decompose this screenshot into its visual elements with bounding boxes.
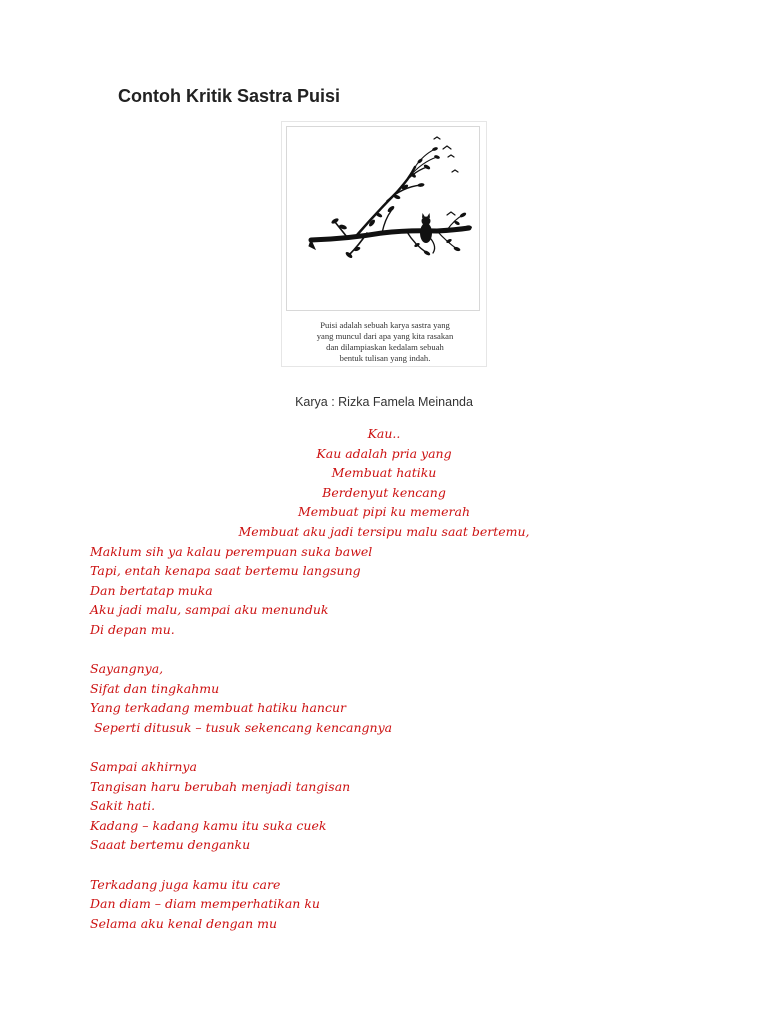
caption-line: Puisi adalah sebuah karya sastra yang [320,320,450,330]
poem-line: Membuat hatiku [331,465,437,481]
stanza-break [0,855,768,875]
poem-line: Tangisan haru berubah menjadi tangisan [90,778,351,794]
stanza-break [0,738,768,758]
poem-line: Seperti ditusuk – tusuk sekencang kencangnya [90,719,393,735]
tree-branch-cat-icon [287,127,481,312]
poem-line: Tapi, entah kenapa saat bertemu langsung [90,563,361,579]
caption-line: yang muncul dari apa yang kita rasakan [316,331,454,341]
poem-line: Kau adalah pria yang [316,445,452,461]
poem-line: Aku jadi malu, sampai aku menunduk [90,602,329,618]
caption-line: bentuk tulisan yang indah. [339,353,431,363]
poem-line: Kadang – kadang kamu itu suka cuek [90,817,327,833]
poem-line: Sakit hati. [90,798,156,814]
poem-line: Yang terkadang membuat hatiku hancur [90,700,346,716]
author-line: Karya : Rizka Famela Meinanda [295,395,473,409]
figure-card [281,121,487,367]
poem-line: Terkadang juga kamu itu care [90,876,281,892]
poem-line: Saaat bertemu denganku [90,837,251,853]
document-title: Contoh Kritik Sastra Puisi [118,86,341,106]
poem-line: Membuat aku jadi tersipu malu saat bertemu, [238,523,530,539]
poem-line: Sampai akhirnya [90,759,197,775]
poem-line: Berdenyut kencang [322,484,446,500]
poem-line: Kau.. [367,426,401,441]
poem [0,424,768,933]
stanza-break [0,640,768,660]
caption-line: dan dilampiaskan kedalam sebuah [326,342,444,352]
figure-image [286,126,480,311]
poem-line: Di depan mu. [90,621,175,637]
poem-line: Dan diam – diam memperhatikan ku [90,896,320,912]
figure-caption [282,320,488,364]
poem-line: Maklum sih ya kalau perempuan suka bawel [90,543,373,559]
poem-line: Dan bertatap muka [90,582,213,598]
poem-line: Membuat pipi ku memerah [297,504,471,520]
poem-line: Selama aku kenal dengan mu [90,915,278,931]
poem-line: Sifat dan tingkahmu [90,680,220,696]
poem-line: Sayangnya, [90,661,164,677]
